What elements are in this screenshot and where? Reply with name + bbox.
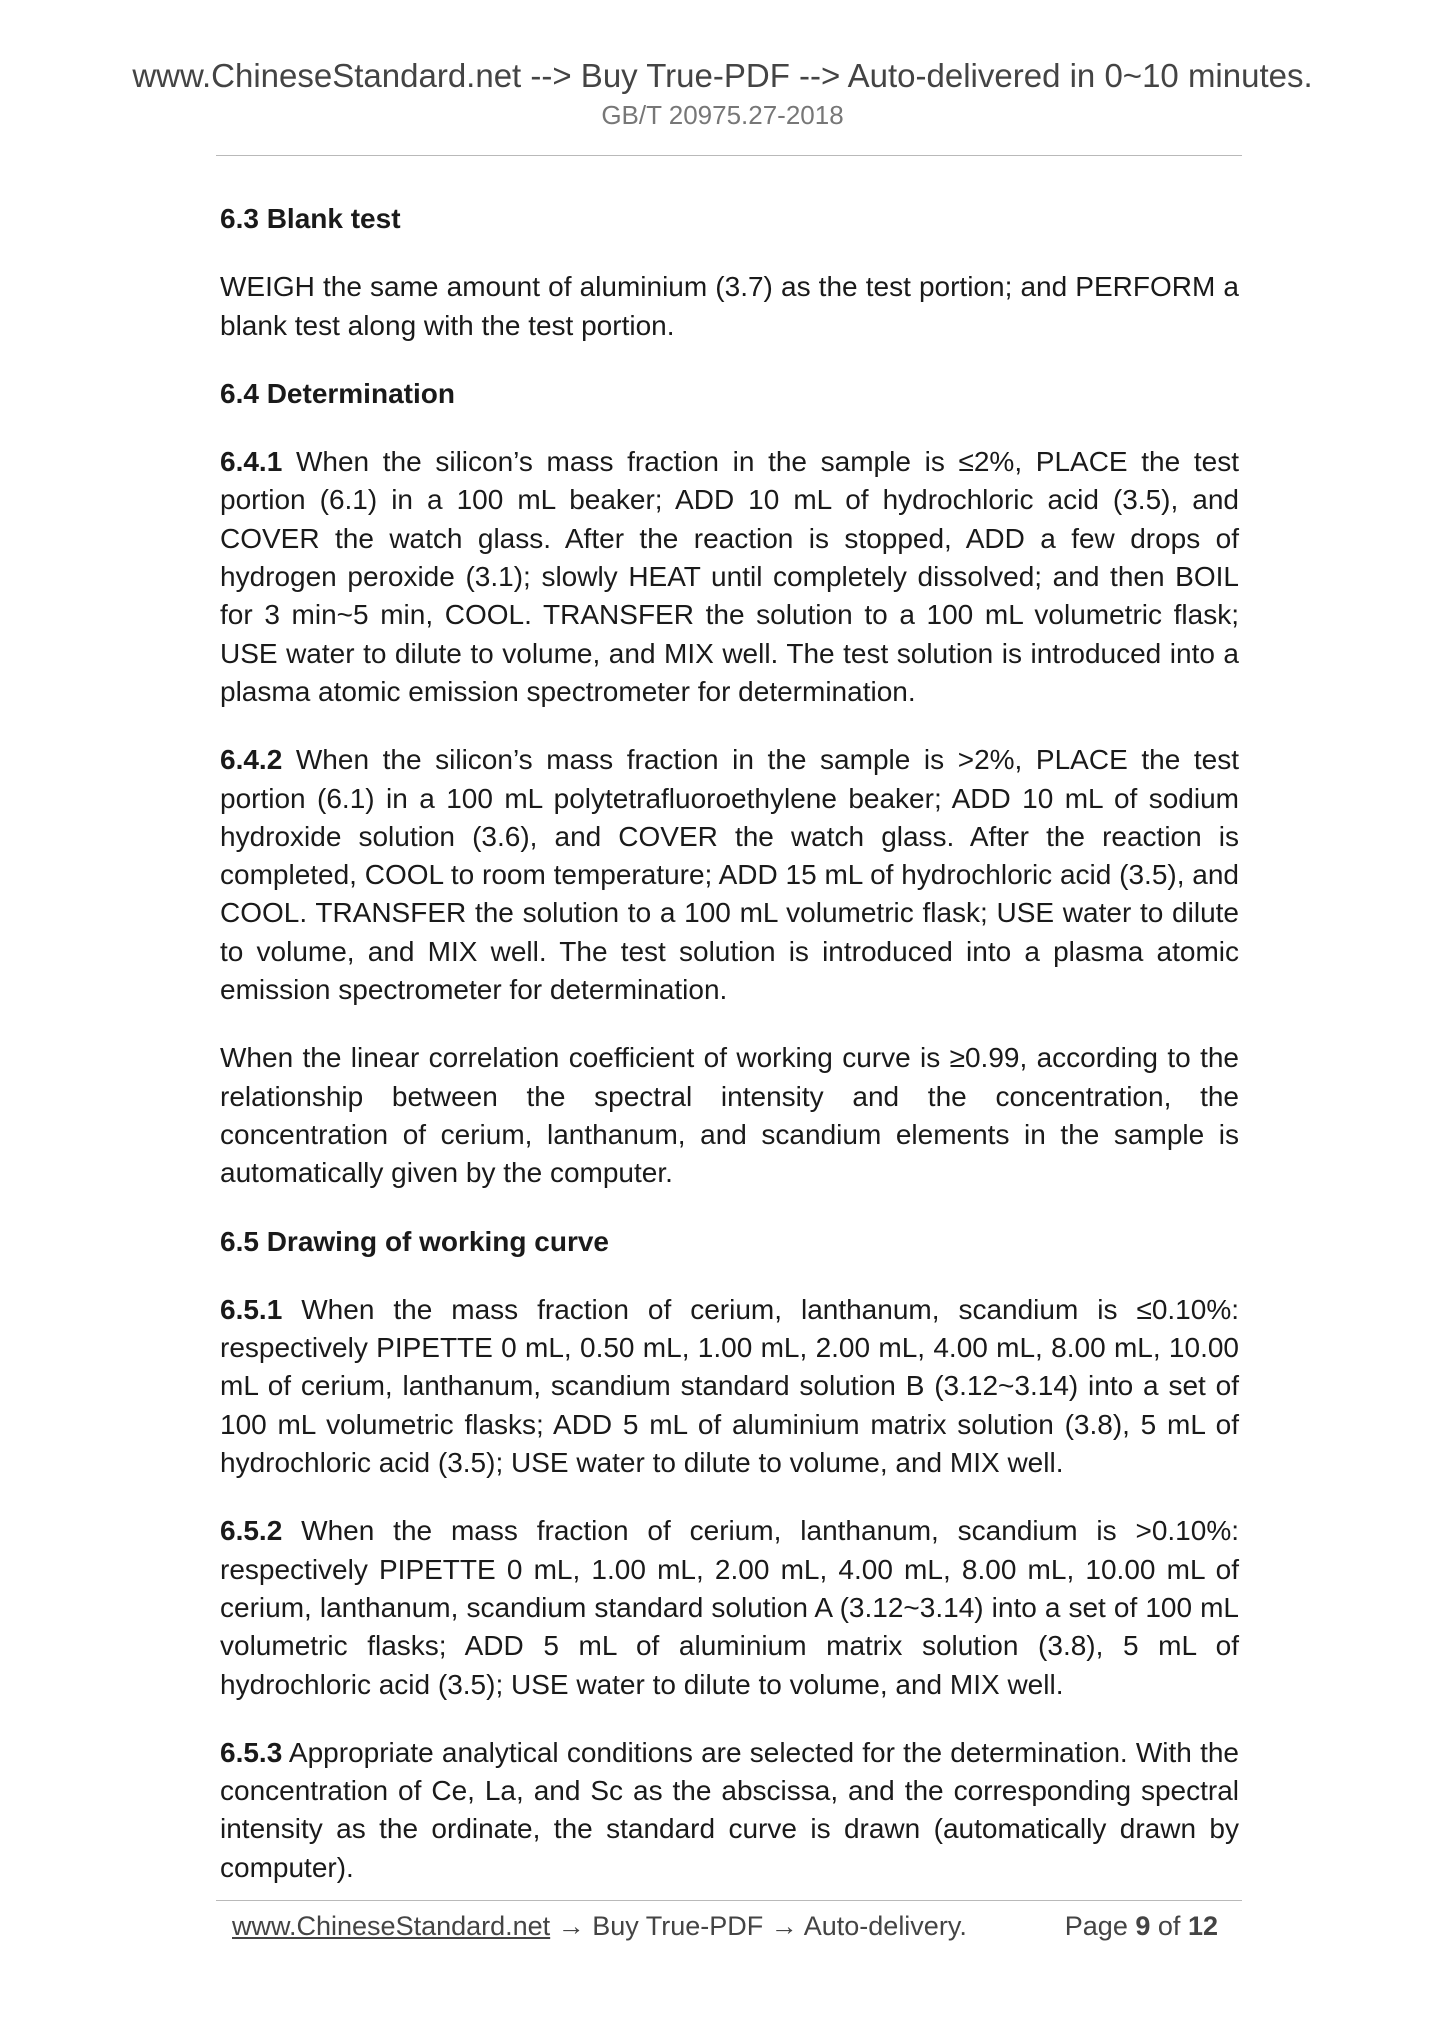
document-body [220,200,1239,1917]
footer-website-link[interactable]: www.ChineseStandard.net [232,1911,551,1941]
clause-number: 6.4.2 [220,744,283,776]
page-of: of [1157,1911,1181,1941]
header-banner: www.ChineseStandard.net --> Buy True-PDF --> Auto-delivered in 0~10 minutes. [132,57,1313,94]
header-divider [216,155,1242,156]
paragraph-6-4-1 [220,443,1239,711]
clause-number: 6.5.2 [220,1515,283,1547]
clause-text: When the mass fraction of cerium, lanthanum, scandium is >0.10%: respectively PIPETTE 0 mL, 1.00 mL, 2.00 mL, 4.00 mL, 8.00 mL, 10.00 mL of cerium, lanthanum, scandium standard solution A (3.12~3.14) into a set of 100 mL volumetric flasks; ADD 5 mL of aluminium matrix solution (3.8), 5 mL of hydrochloric acid (3.5); USE water to dilute to volume, and MIX well. [220,1515,1239,1700]
paragraph-6-5-2 [220,1512,1239,1703]
paragraph-6-5-1 [220,1291,1239,1482]
clause-number: 6.5.3 [220,1736,283,1768]
clause-number: 6.5.1 [220,1293,283,1325]
paragraph-6-4-note: When the linear correlation coefficient of working curve is ≥0.99, according to the relationship between the spectral intensity and the concentration, the concentration of cerium, lanthanum, and scandium elements in the sample is automatically given by the computer. [220,1042,1239,1189]
section-heading-6-3: 6.3 Blank test [220,203,401,234]
paragraph-6-5-3 [220,1734,1239,1887]
page-footer [232,1906,1232,1946]
paragraph-6-4-2 [220,741,1239,1009]
clause-number: 6.4.1 [220,446,283,478]
paragraph-6-3: WEIGH the same amount of aluminium (3.7) as the test portion; and PERFORM a blank test along with the test portion. [220,271,1239,341]
page-total: 12 [1187,1911,1218,1941]
section-heading-6-5: 6.5 Drawing of working curve [220,1225,609,1257]
section-heading-6-4: 6.4 Determination [220,377,455,409]
page-number [1065,1906,1218,1946]
footer-promo [232,1906,967,1946]
page-header [0,56,1445,132]
page-label: Page [1064,1911,1128,1941]
clause-text: Appropriate analytical conditions are selected for the determination. With the concentration of Ce, La, and Sc as the abscissa, and the corresponding spectral intensity as the ordinate, the standard curve is drawn (automatically drawn by computer). [220,1736,1239,1883]
clause-text: When the mass fraction of cerium, lanthanum, scandium is ≤0.10%: respectively PIPETTE 0 mL, 0.50 mL, 1.00 mL, 2.00 mL, 4.00 mL, 8.00 mL, 10.00 mL of cerium, lanthanum, scandium standard solution B (3.12~3.14) into a set of 100 mL volumetric flasks; ADD 5 mL of aluminium matrix solution (3.8), 5 mL of hydrochloric acid (3.5); USE water to dilute to volume, and MIX well. [220,1293,1239,1479]
page-current: 9 [1135,1911,1151,1941]
footer-promo-text: → Buy True-PDF → Auto-delivery. [550,1911,967,1941]
standard-number: GB/T 20975.27-2018 [601,100,844,130]
clause-text: When the silicon’s mass fraction in the sample is ≤2%, PLACE the test portion (6.1) in a 100 mL beaker; ADD 10 mL of hydrochloric acid (3.5), and COVER the watch glass. After the reaction is stopped, ADD a few drops of hydrogen peroxide (3.1); slowly HEAT until completely dissolved; and then BOIL for 3 min~5 min, COOL. TRANSFER the solution to a 100 mL volumetric flask; USE water to dilute to volume, and MIX well. The test solution is introduced into a plasma atomic emission spectrometer for determination. [220,446,1239,707]
footer-divider [216,1900,1242,1901]
clause-text: When the silicon’s mass fraction in the sample is >2%, PLACE the test portion (6.1) in a 100 mL polytetrafluoroethylene beaker; ADD 10 mL of sodium hydroxide solution (3.6), and COVER the watch glass. After the reaction is completed, COOL to room temperature; ADD 15 mL of hydrochloric acid (3.5), and COOL. TRANSFER the solution to a 100 mL volumetric flask; USE water to dilute to volume, and MIX well. The test solution is introduced into a plasma atomic emission spectrometer for determination. [220,744,1239,1006]
